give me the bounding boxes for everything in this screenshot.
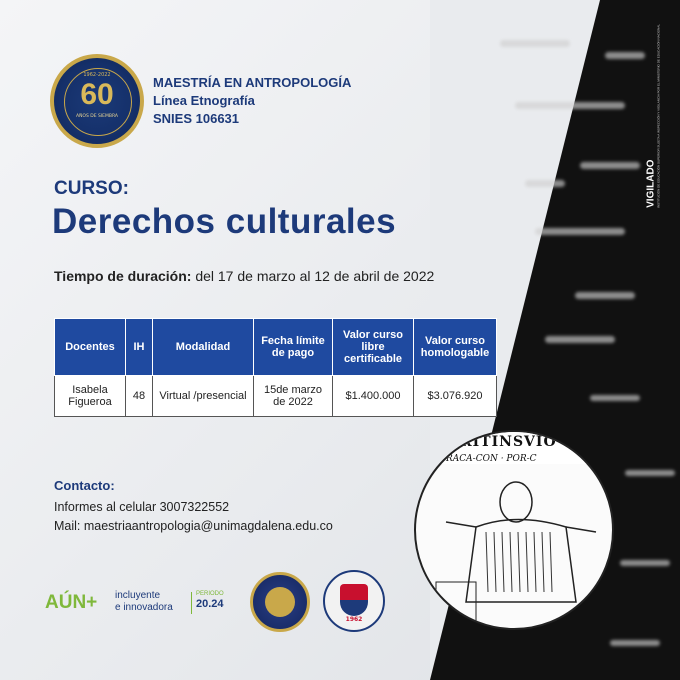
- aun-line2: e innovadora: [115, 602, 173, 613]
- quipu-knot: [605, 52, 645, 59]
- periodo-block: [196, 590, 224, 611]
- course-title: Derechos culturales: [52, 202, 397, 241]
- program-line: Línea Etnografía: [153, 93, 255, 108]
- col-fecha: Fecha límite de pago: [254, 319, 333, 376]
- col-docentes: Docentes: [55, 319, 126, 376]
- quipu-knot: [580, 162, 640, 169]
- program-name: MAESTRÍA EN ANTROPOLOGÍA: [153, 75, 352, 90]
- seal-years: 1962-2022: [83, 72, 111, 78]
- quipu-knot: [545, 336, 615, 343]
- table-header-row: [55, 319, 497, 376]
- vigilado-label: VIGILADO: [645, 159, 657, 208]
- contact-block: [54, 476, 333, 536]
- table-row: [55, 376, 497, 417]
- course-label: CURSO:: [54, 178, 129, 199]
- contact-phone: Informes al celular 3007322552: [54, 500, 230, 514]
- unimagdalena-year: 1962: [345, 616, 363, 623]
- col-valor-libre: Valor curso libre certificable: [333, 319, 414, 376]
- accreditation-seal-icon: [250, 572, 310, 632]
- cell-docente: Isabela Figueroa: [55, 376, 126, 417]
- guaman-poma-illustration: [414, 430, 614, 630]
- vigilado-subtext: INSTITUCIÓN DE EDUCACIÓN SUPERIOR SUJETA A INSPECCIÓN Y VIGILANCIA POR EL MINISTERIO DE EDUCACIÓN NACIONAL: [656, 23, 661, 208]
- aun-line1: incluyente: [115, 590, 161, 601]
- quipu-knot: [625, 470, 675, 476]
- cell-ih: 48: [126, 376, 153, 417]
- col-modalidad: Modalidad: [153, 319, 254, 376]
- quipu-knot: [610, 640, 660, 646]
- duration-line: [54, 268, 434, 284]
- contact-label: Contacto:: [54, 478, 115, 493]
- unimagdalena-logo-icon: [323, 570, 385, 632]
- course-info-table: [54, 318, 497, 417]
- sixty-years-seal: [50, 54, 144, 148]
- quipu-knot: [620, 560, 670, 566]
- program-header: [153, 74, 351, 128]
- quipu-knot: [525, 180, 565, 187]
- cell-valor-libre: $1.400.000: [333, 376, 414, 417]
- quipu-knot: [575, 292, 635, 299]
- aun-divider: [191, 592, 192, 614]
- seal-subtitle: AÑOS DE SIEMBRA: [75, 114, 119, 119]
- periodo-value: 20.24: [196, 598, 224, 610]
- aun-mark: AÚN+: [45, 592, 98, 613]
- col-ih: IH: [126, 319, 153, 376]
- quipu-knot: [500, 40, 570, 47]
- quipu-knot: [515, 102, 625, 109]
- illustration-heading: RITINSVIO: [460, 434, 557, 450]
- duration-label: Tiempo de duración:: [54, 268, 192, 284]
- program-snies: SNIES 106631: [153, 111, 240, 126]
- col-valor-homologable: Valor curso homologable: [414, 319, 497, 376]
- cell-valor-homologable: $3.076.920: [414, 376, 497, 417]
- quipu-knot: [535, 228, 625, 235]
- figure-drawing: [416, 432, 612, 628]
- illustration-caption: RACA-CON · POR-C: [446, 454, 537, 464]
- cell-fecha: 15de marzo de 2022: [254, 376, 333, 417]
- contact-email: Mail: maestriaantropologia@unimagdalena.edu.co: [54, 519, 333, 533]
- vigilado-badge: [640, 18, 666, 213]
- duration-value: del 17 de marzo al 12 de abril de 2022: [191, 268, 435, 284]
- cell-modalidad: Virtual /presencial: [153, 376, 254, 417]
- periodo-label: PERIODO: [196, 591, 224, 597]
- quipu-knot: [590, 395, 640, 401]
- seal-number: 60: [80, 78, 114, 111]
